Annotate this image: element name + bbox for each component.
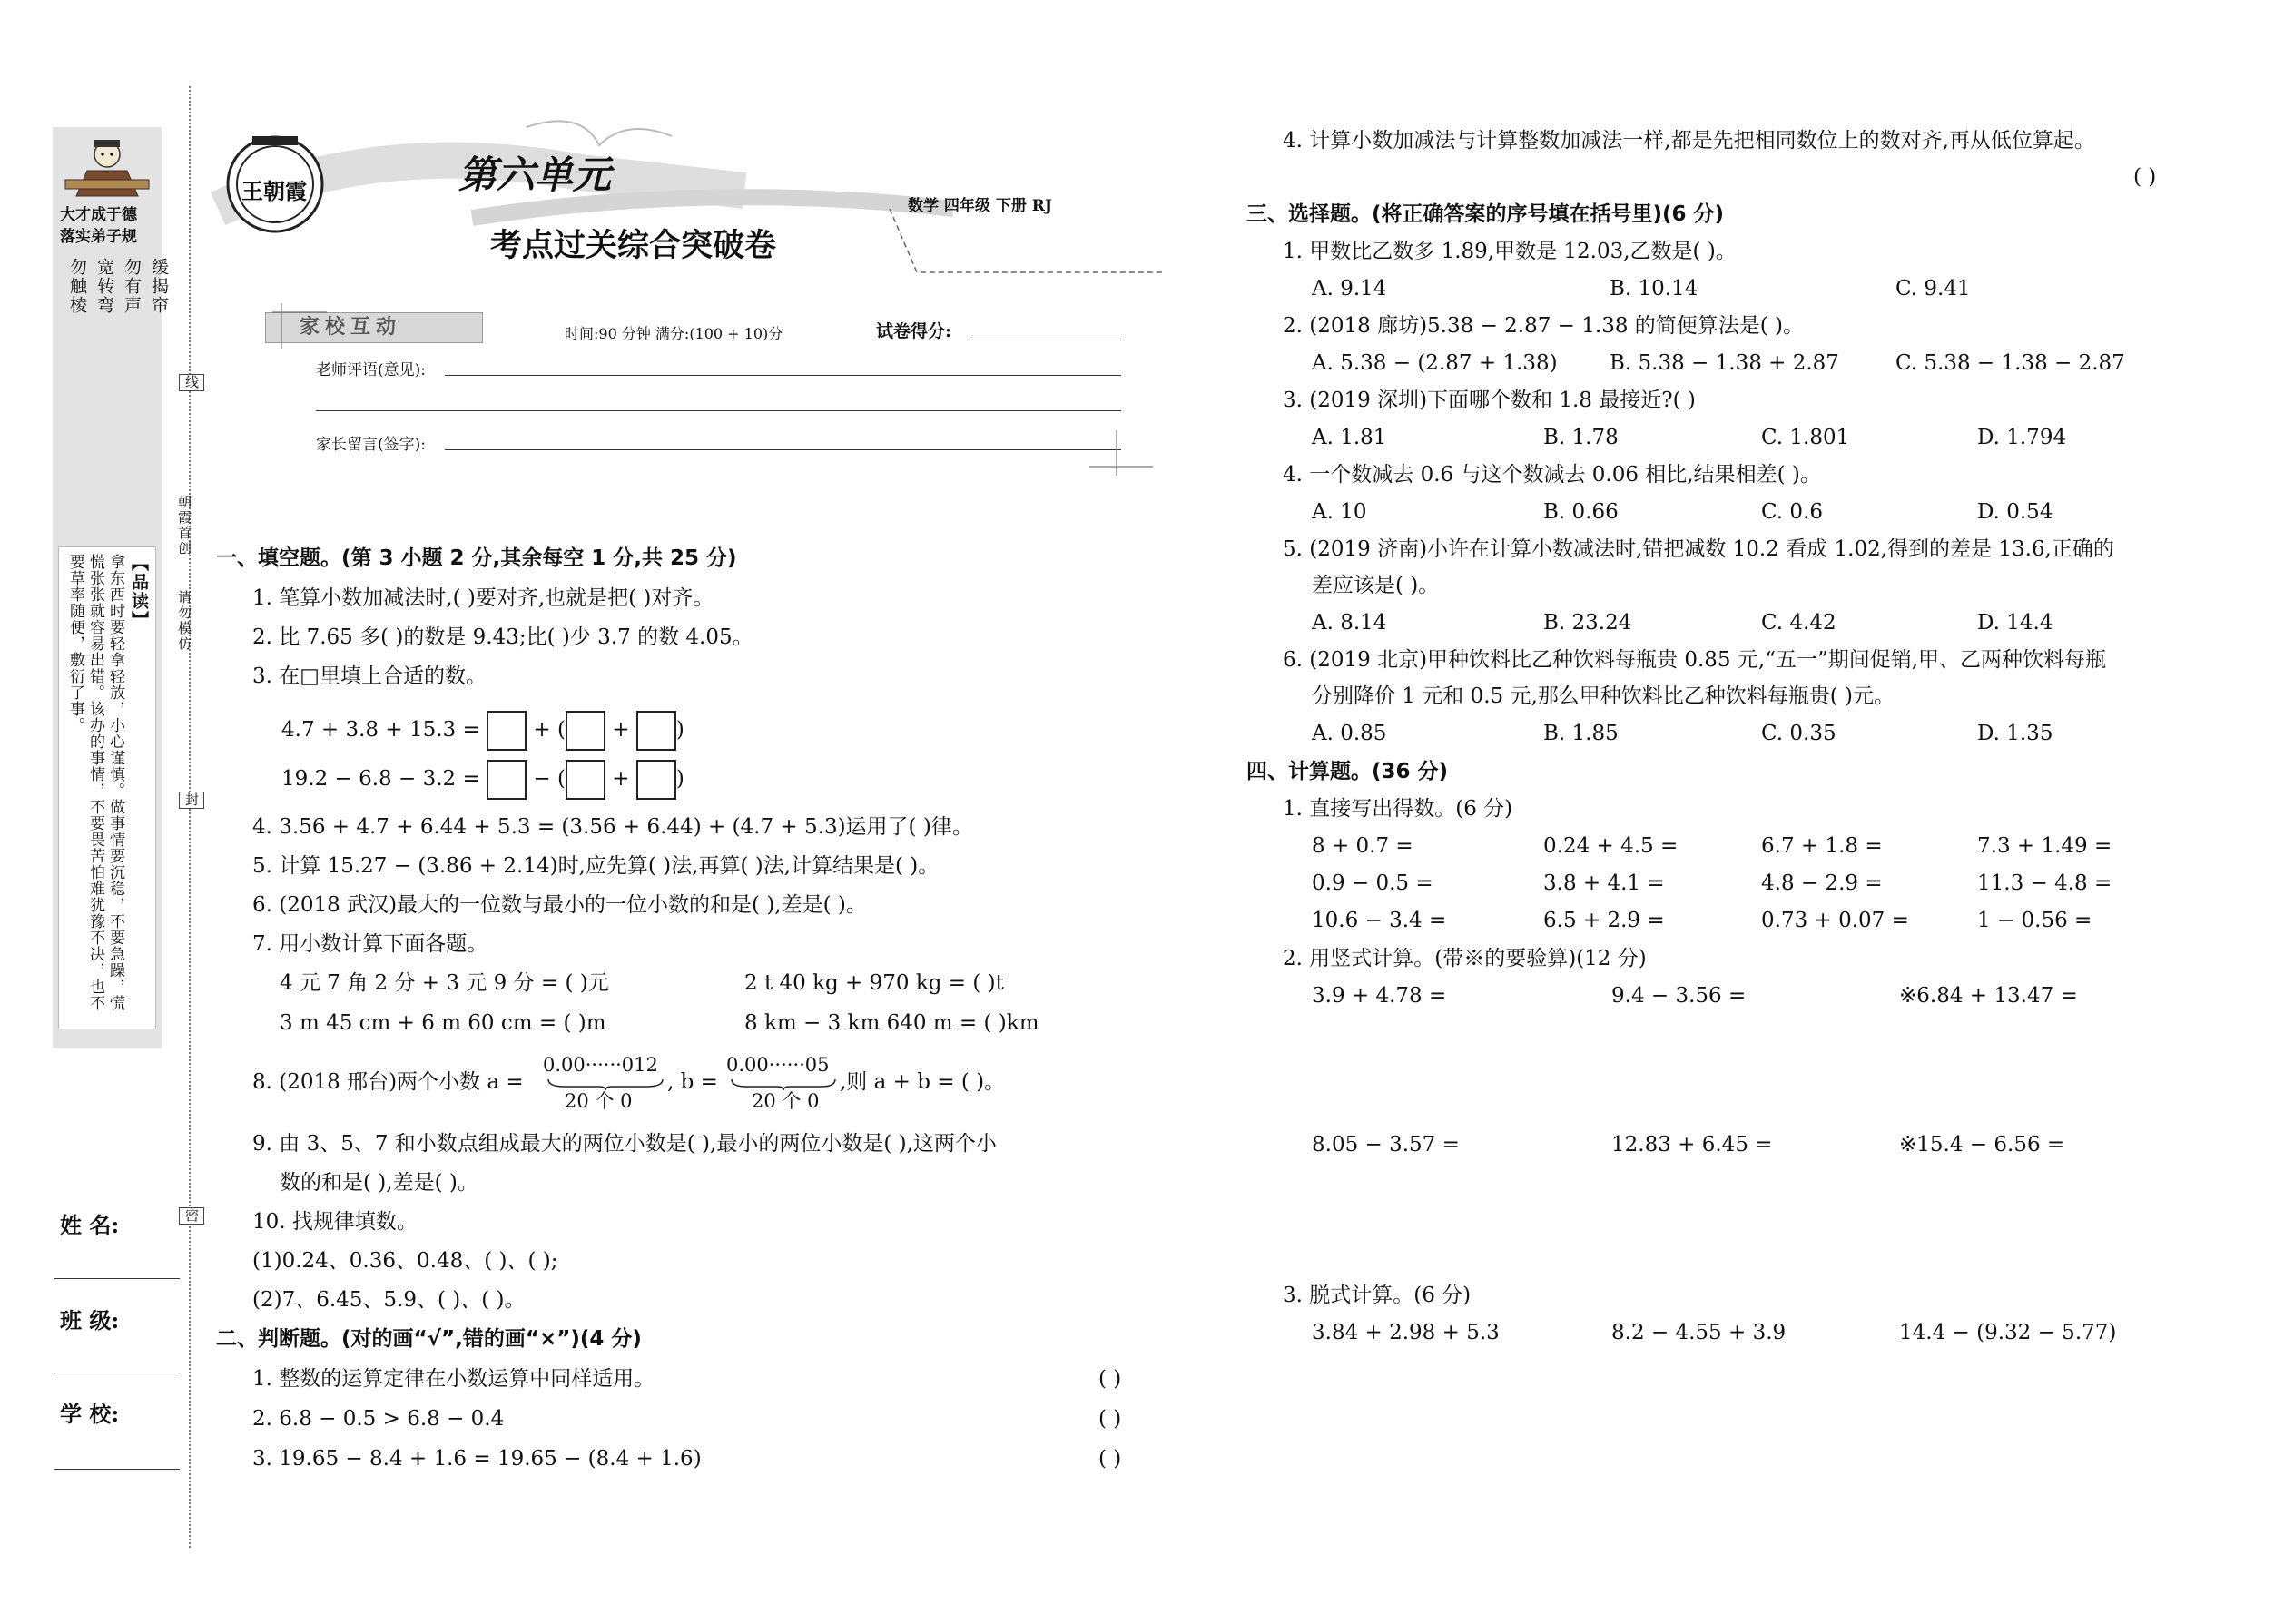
choice-3-option-b[interactable]: B. 1.78 bbox=[1543, 426, 1619, 449]
time-info: 时间:90 分钟 满分:(100 + 10)分 bbox=[565, 325, 783, 342]
question-10: 10. 找规律填数。 bbox=[252, 1210, 418, 1234]
choice-1-option-a[interactable]: A. 9.14 bbox=[1312, 277, 1387, 300]
reading-title: 【品读】 bbox=[129, 554, 149, 630]
question-3b: 19.2 − 6.8 − 3.2 = − ( + ) bbox=[281, 759, 684, 800]
question-2: 2. 比 7.65 多( )的数是 9.43;比( )少 3.7 的数 4.05。 bbox=[252, 625, 753, 649]
vertical-calc-item: 8.05 − 3.57 = bbox=[1312, 1133, 1460, 1156]
calc-item: 4.8 − 2.9 = bbox=[1761, 871, 1883, 895]
reading-text: 拿东西时要轻拿轻放，小心谨慎。做事情要沉稳，不要急躁，慌慌张张就容易出错。该办的事情，不要畏苦怕难犹豫不决，也不要草率随便，敷衍了事。 bbox=[66, 554, 124, 1011]
question-6: 6. (2018 武汉)最大的一位数与最小的一位小数的和是( ),差是( )。 bbox=[252, 893, 867, 917]
choice-4-option-c[interactable]: C. 0.6 bbox=[1761, 500, 1823, 524]
stepwise-calc-item: 14.4 − (9.32 − 5.77) bbox=[1899, 1321, 2117, 1344]
answer-box[interactable] bbox=[566, 711, 605, 751]
choice-6-option-b[interactable]: B. 1.85 bbox=[1543, 722, 1619, 745]
grade-tags: 数学 四年级 下册 RJ bbox=[908, 197, 1052, 215]
vertical-calc-item: 12.83 + 6.45 = bbox=[1611, 1133, 1773, 1156]
choice-5-line-1: 5. (2019 济南)小许在计算小数减法时,错把减数 10.2 看成 1.02,得到的差是 13.6,正确的 bbox=[1283, 537, 2114, 561]
judge-4-paren[interactable]: ( ) bbox=[2133, 165, 2157, 189]
name-field[interactable] bbox=[54, 1278, 180, 1279]
section-4-title: 四、计算题。(36 分) bbox=[1246, 760, 1449, 783]
parent-comment-label: 家长留言(签字): bbox=[316, 436, 426, 454]
question-10a: (1)0.24、0.36、0.48、( )、( ); bbox=[252, 1249, 558, 1273]
question-5: 5. 计算 15.27 − (3.86 + 2.14)时,应先算( )法,再算( )法,计算结果是( )。 bbox=[252, 854, 940, 878]
choice-5-option-c[interactable]: C. 4.42 bbox=[1761, 611, 1836, 635]
choice-6-option-d[interactable]: D. 1.35 bbox=[1977, 722, 2053, 745]
vertical-note-1: 朝霞首创 bbox=[176, 495, 192, 556]
question-7b: 2 t 40 kg + 970 kg = ( )t bbox=[744, 971, 1004, 995]
question-9-line-1: 9. 由 3、5、7 和小数点组成最大的两位小数是( ),最小的两位小数是( ),这两个小 bbox=[252, 1132, 997, 1156]
choice-4-option-b[interactable]: B. 0.66 bbox=[1543, 500, 1619, 524]
question-3: 3. 在□里填上合适的数。 bbox=[252, 664, 487, 688]
choice-3-option-a[interactable]: A. 1.81 bbox=[1312, 426, 1387, 449]
name-label: 姓 名: bbox=[60, 1212, 120, 1238]
judge-1-paren[interactable]: ( ) bbox=[1098, 1367, 1122, 1391]
judge-3: 3. 19.65 − 8.4 + 1.6 = 19.65 − (8.4 + 1.6) bbox=[252, 1447, 702, 1471]
calc-item: 6.5 + 2.9 = bbox=[1543, 909, 1665, 932]
question-7: 7. 用小数计算下面各题。 bbox=[252, 932, 488, 956]
choice-6-line-2: 分别降价 1 元和 0.5 元,那么甲种饮料比乙种饮料每瓶贵( )元。 bbox=[1312, 684, 1895, 708]
calc-item: 11.3 − 4.8 = bbox=[1977, 871, 2112, 895]
choice-3-option-c[interactable]: C. 1.801 bbox=[1761, 426, 1850, 449]
question-9-line-2: 数的和是( ),差是( )。 bbox=[280, 1171, 478, 1195]
vertical-calc-item: ※6.84 + 13.47 = bbox=[1899, 984, 2078, 1008]
school-label: 学 校: bbox=[60, 1401, 120, 1427]
poem-column: 勿触棱 bbox=[67, 258, 87, 315]
question-3a: 4.7 + 3.8 + 15.3 = + ( + ) bbox=[281, 710, 684, 751]
poem-column: 缓揭帘 bbox=[149, 258, 169, 315]
vertical-note-2: 请勿模仿 bbox=[176, 590, 192, 652]
cut-mark-line: 线 bbox=[179, 374, 204, 391]
choice-5-line-2: 差应该是( )。 bbox=[1312, 574, 1440, 597]
calc-item: 7.3 + 1.49 = bbox=[1977, 834, 2112, 858]
question-8-suffix: ,则 a + b = ( )。 bbox=[840, 1070, 1006, 1094]
choice-5-option-d[interactable]: D. 14.4 bbox=[1977, 611, 2053, 635]
question-8-num-b: 0.00······05 bbox=[726, 1054, 830, 1076]
stepwise-calc-item: 8.2 − 4.55 + 3.9 bbox=[1611, 1321, 1787, 1344]
calc-2-title: 2. 用竖式计算。(带※的要验算)(12 分) bbox=[1283, 947, 1647, 970]
calc-item: 3.8 + 4.1 = bbox=[1543, 871, 1665, 895]
logo-text: 王朝霞 bbox=[241, 178, 307, 204]
judge-3-paren[interactable]: ( ) bbox=[1098, 1447, 1122, 1471]
poem-column: 勿有声 bbox=[122, 258, 142, 315]
choice-2: 2. (2018 廊坊)5.38 − 2.87 − 1.38 的简便算法是( )。 bbox=[1283, 314, 1805, 338]
choice-4-option-d[interactable]: D. 0.54 bbox=[1977, 500, 2053, 524]
question-3b-expression: 19.2 − 6.8 − 3.2 = bbox=[281, 767, 480, 791]
answer-box[interactable] bbox=[566, 760, 605, 800]
choice-5-option-b[interactable]: B. 23.24 bbox=[1543, 611, 1632, 635]
calc-3-title: 3. 脱式计算。(6 分) bbox=[1283, 1284, 1472, 1307]
page-title: 考点过关综合突破卷 bbox=[490, 227, 777, 264]
choice-4: 4. 一个数减去 0.6 与这个数减去 0.06 相比,结果相差( )。 bbox=[1283, 463, 1821, 487]
choice-1: 1. 甲数比乙数多 1.89,甲数是 12.03,乙数是( )。 bbox=[1283, 240, 1737, 263]
calc-item: 0.9 − 0.5 = bbox=[1312, 871, 1433, 895]
header-frame bbox=[272, 303, 1153, 476]
stepwise-calc-item: 3.84 + 2.98 + 5.3 bbox=[1312, 1321, 1500, 1344]
choice-6-option-c[interactable]: C. 0.35 bbox=[1761, 722, 1836, 745]
question-10b: (2)7、6.45、5.9、( )、( )。 bbox=[252, 1288, 526, 1312]
answer-box[interactable] bbox=[487, 760, 527, 800]
question-8-sub-a: 20 个 0 bbox=[565, 1090, 633, 1112]
answer-box[interactable] bbox=[636, 711, 676, 751]
judge-1: 1. 整数的运算定律在小数运算中同样适用。 bbox=[252, 1367, 655, 1391]
question-1: 1. 笔算小数加减法时,( )要对齐,也就是把( )对齐。 bbox=[252, 586, 714, 610]
choice-2-option-a[interactable]: A. 5.38 − (2.87 + 1.38) bbox=[1312, 351, 1558, 375]
motto-line-2: 落实弟子规 bbox=[60, 228, 137, 246]
choice-2-option-b[interactable]: B. 5.38 − 1.38 + 2.87 bbox=[1610, 351, 1839, 375]
poem-block bbox=[65, 258, 171, 530]
section-tag: 家校互动 bbox=[300, 315, 402, 339]
question-8-num-a: 0.00······012 bbox=[543, 1054, 658, 1076]
score-label: 试卷得分: bbox=[876, 321, 952, 341]
judge-4: 4. 计算小数加减法与计算整数加减法一样,都是先把相同数位上的数对齐,再从低位算起。 bbox=[1283, 129, 2095, 153]
question-8-mid: , b = bbox=[667, 1070, 718, 1094]
judge-2: 2. 6.8 − 0.5 > 6.8 − 0.4 bbox=[252, 1407, 505, 1431]
mascot-icon bbox=[64, 134, 151, 198]
section-3-title: 三、选择题。(将正确答案的序号填在括号里)(6 分) bbox=[1246, 202, 1725, 226]
question-3a-expression: 4.7 + 3.8 + 15.3 = bbox=[281, 718, 480, 742]
question-8-sub-b: 20 个 0 bbox=[752, 1090, 820, 1112]
question-7d: 8 km − 3 km 640 m = ( )km bbox=[744, 1011, 1039, 1035]
question-8-prefix: 8. (2018 邢台)两个小数 a = bbox=[252, 1070, 524, 1094]
choice-1-option-c[interactable]: C. 9.41 bbox=[1895, 277, 1971, 300]
choice-1-option-b[interactable]: B. 10.14 bbox=[1610, 277, 1698, 300]
cut-mark-seal: 封 bbox=[179, 792, 204, 809]
calc-item: 8 + 0.7 = bbox=[1312, 834, 1413, 858]
class-label: 班 级: bbox=[60, 1307, 120, 1334]
choice-3-option-d[interactable]: D. 1.794 bbox=[1977, 426, 2067, 449]
answer-box[interactable] bbox=[487, 711, 527, 751]
section-2-title: 二、判断题。(对的画“√”,错的画“×”)(4 分) bbox=[216, 1327, 642, 1351]
calc-item: 0.73 + 0.07 = bbox=[1761, 909, 1909, 932]
question-7a: 4 元 7 角 2 分 + 3 元 9 分 = ( )元 bbox=[280, 971, 609, 995]
choice-6-line-1: 6. (2019 北京)甲种饮料比乙种饮料每瓶贵 0.85 元,“五一”期间促销,甲、乙两种饮料每瓶 bbox=[1283, 648, 2107, 672]
unit-title: 第六单元 bbox=[458, 153, 612, 197]
calc-item: 1 − 0.56 = bbox=[1977, 909, 2092, 932]
choice-2-option-c[interactable]: C. 5.38 − 1.38 − 2.87 bbox=[1895, 351, 2125, 375]
question-4: 4. 3.56 + 4.7 + 6.44 + 5.3 = (3.56 + 6.44) + (4.7 + 5.3)运用了( )律。 bbox=[252, 815, 973, 839]
answer-box[interactable] bbox=[636, 760, 676, 800]
choice-3: 3. (2019 深圳)下面哪个数和 1.8 最接近?( ) bbox=[1283, 389, 1696, 412]
calc-item: 10.6 − 3.4 = bbox=[1312, 909, 1447, 932]
section-1-title: 一、填空题。(第 3 小题 2 分,其余每空 1 分,共 25 分) bbox=[216, 546, 737, 570]
judge-2-paren[interactable]: ( ) bbox=[1098, 1407, 1122, 1431]
vertical-calc-item: 3.9 + 4.78 = bbox=[1312, 984, 1447, 1008]
cut-line bbox=[189, 86, 191, 1548]
vertical-calc-item: ※15.4 − 6.56 = bbox=[1899, 1133, 2065, 1156]
poem-column: 宽转弯 bbox=[94, 258, 114, 315]
vertical-calc-item: 9.4 − 3.56 = bbox=[1611, 984, 1747, 1008]
cut-mark-secret: 密 bbox=[179, 1207, 204, 1225]
calc-1-title: 1. 直接写出得数。(6 分) bbox=[1283, 797, 1513, 821]
choice-6-option-a[interactable]: A. 0.85 bbox=[1312, 722, 1387, 745]
calc-item: 0.24 + 4.5 = bbox=[1543, 834, 1679, 858]
choice-5-option-a[interactable]: A. 8.14 bbox=[1312, 611, 1387, 635]
motto-line-1: 大才成于德 bbox=[60, 206, 137, 224]
teacher-comment-label: 老师评语(意见): bbox=[316, 361, 426, 379]
question-7c: 3 m 45 cm + 6 m 60 cm = ( )m bbox=[280, 1011, 606, 1035]
school-field[interactable] bbox=[54, 1469, 180, 1470]
choice-4-option-a[interactable]: A. 10 bbox=[1312, 500, 1367, 524]
calc-item: 6.7 + 1.8 = bbox=[1761, 834, 1883, 858]
